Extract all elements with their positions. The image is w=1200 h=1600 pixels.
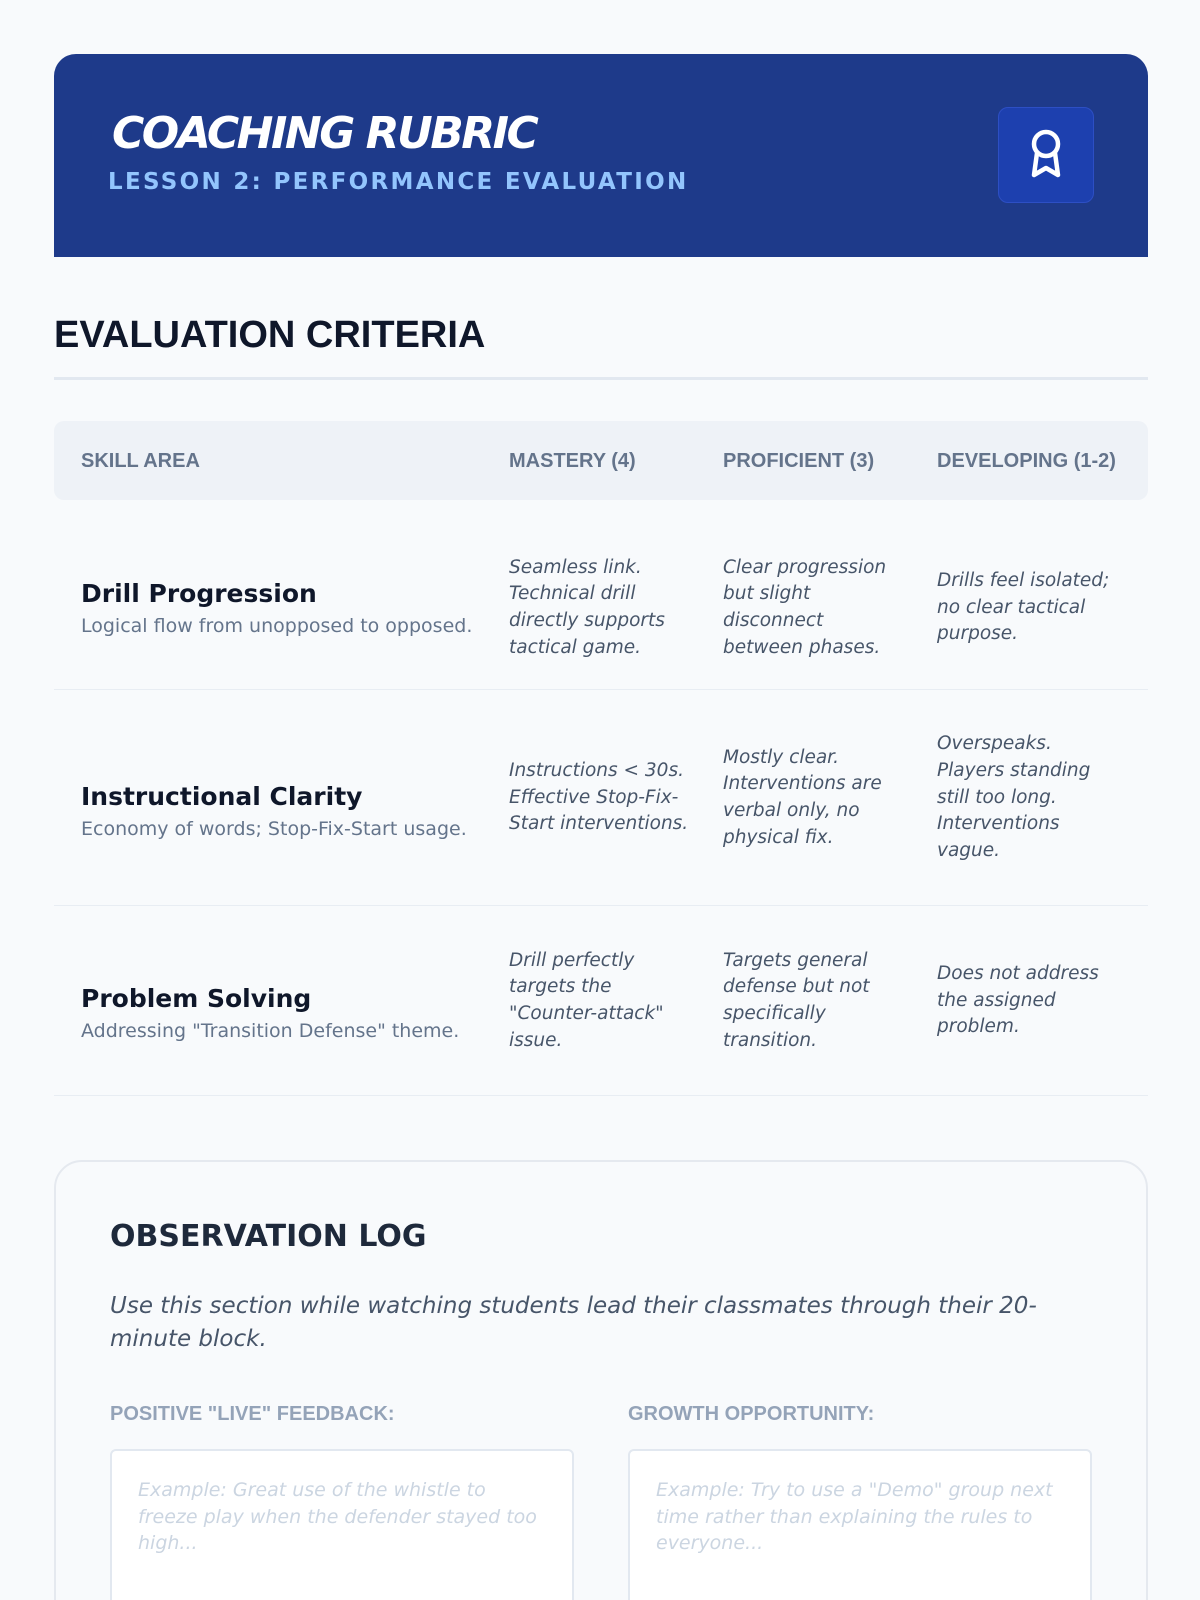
- skill-name: Instructional Clarity: [81, 782, 363, 811]
- positive-feedback-input[interactable]: [110, 1449, 574, 1600]
- section-divider: [54, 377, 1148, 380]
- observation-log-description: Use this section while watching students lead their classmates through their 20-minute block.: [110, 1293, 1037, 1352]
- developing-cell: Drills feel isolated; no clear tactical purpose.: [937, 569, 1110, 645]
- positive-feedback-label: POSITIVE "LIVE" FEEDBACK:: [110, 1403, 395, 1425]
- growth-opportunity-label: GROWTH OPPORTUNITY:: [628, 1403, 875, 1425]
- developing-cell: Overspeaks. Players standing still too long. Interventions vague.: [937, 733, 1091, 862]
- observation-log-title: OBSERVATION LOG: [110, 1219, 427, 1254]
- column-header-mastery: MASTERY (4): [509, 450, 636, 472]
- mastery-cell: Drill perfectly targets the "Counter-attack" issue.: [509, 949, 664, 1051]
- skill-name: Problem Solving: [81, 984, 312, 1013]
- award-badge: [998, 107, 1094, 203]
- rubric-title: COACHING RUBRIC: [112, 108, 537, 159]
- mastery-cell: Seamless link. Technical drill directly supports tactical game.: [509, 556, 665, 658]
- skill-description: Logical flow from unopposed to opposed.: [81, 615, 473, 637]
- growth-opportunity-input[interactable]: [628, 1449, 1092, 1600]
- skill-description: Addressing "Transition Defense" theme.: [81, 1020, 460, 1042]
- mastery-cell: Instructions < 30s. Effective Stop-Fix-Start interventions.: [509, 759, 689, 835]
- criteria-table-header: [54, 421, 1148, 500]
- rubric-header: [54, 54, 1148, 257]
- skill-name: Drill Progression: [81, 579, 317, 608]
- proficient-cell: Targets general defense but not specifically transition.: [723, 949, 870, 1051]
- table-row: [54, 907, 1148, 1096]
- column-header-skill-area: SKILL AREA: [81, 450, 200, 472]
- proficient-cell: Clear progression but slight disconnect between phases.: [723, 556, 887, 658]
- rubric-subtitle: LESSON 2: PERFORMANCE EVALUATION: [108, 169, 689, 195]
- observation-log-card: [54, 1160, 1148, 1600]
- proficient-cell: Mostly clear. Interventions are verbal only, no physical fix.: [723, 746, 882, 848]
- column-header-developing: DEVELOPING (1-2): [937, 450, 1116, 472]
- column-header-proficient: PROFICIENT (3): [723, 450, 875, 472]
- award-ribbon-icon: [1024, 127, 1068, 183]
- skill-description: Economy of words; Stop-Fix-Start usage.: [81, 818, 467, 840]
- developing-cell: Does not address the assigned problem.: [937, 962, 1099, 1038]
- table-row: [54, 501, 1148, 690]
- criteria-title: EVALUATION CRITERIA: [54, 314, 486, 356]
- table-row: [54, 691, 1148, 906]
